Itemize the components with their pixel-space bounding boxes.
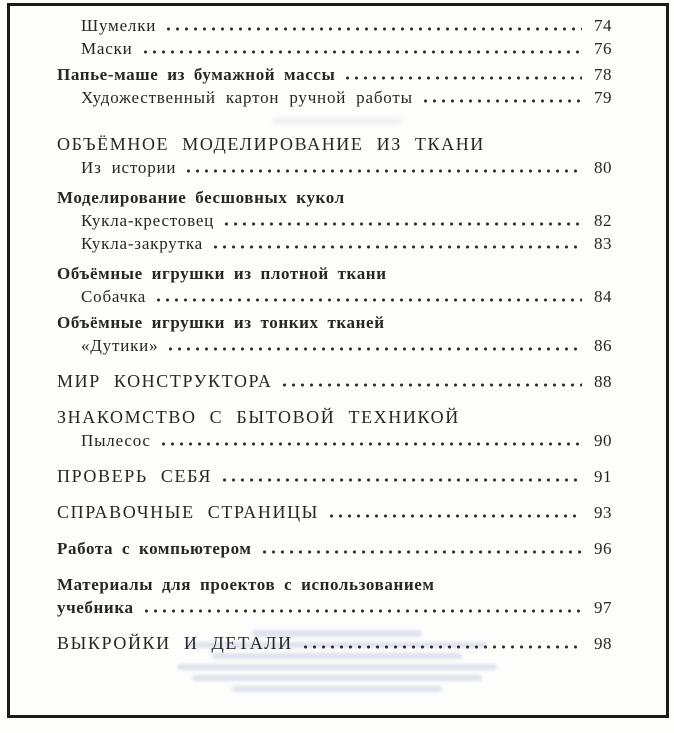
toc-entry <box>57 285 612 308</box>
toc-entry-label: Кукла-закрутка <box>81 234 203 253</box>
toc-entry-page: 82 <box>594 211 612 230</box>
toc-entry <box>57 596 612 619</box>
toc-entry-label: Маски <box>81 39 133 58</box>
dot-leader <box>164 27 582 31</box>
toc-entry-page: 84 <box>594 287 612 306</box>
dot-leader <box>220 478 582 482</box>
toc-entry-page: 86 <box>594 336 612 355</box>
toc-entry-label: Художественный картон ручной работы <box>81 88 413 107</box>
dot-leader <box>343 76 582 80</box>
toc-entry-page: 80 <box>594 158 612 177</box>
toc-entry-label: Объёмные игрушки из плотной ткани <box>57 264 387 283</box>
toc-entry <box>57 86 612 109</box>
toc-entry-page: 83 <box>594 234 612 253</box>
toc-entry <box>57 209 612 232</box>
toc-entry-page: 91 <box>594 467 612 486</box>
toc-entry-page: 74 <box>594 16 612 35</box>
toc-entry-label: ЗНАКОМСТВО С БЫТОВОЙ ТЕХНИКОЙ <box>57 407 460 427</box>
toc-entry-label: Папье-маше из бумажной массы <box>57 65 336 84</box>
toc-entry <box>57 37 612 60</box>
toc-entry <box>57 429 612 452</box>
dot-leader <box>327 514 582 518</box>
toc-entry-label: «Дутики» <box>81 336 159 355</box>
toc-entry <box>57 262 612 285</box>
dot-leader <box>260 550 582 554</box>
toc-entry <box>57 537 612 560</box>
toc-entry <box>57 501 612 524</box>
toc-entry <box>57 232 612 255</box>
toc-entry-page: 76 <box>594 39 612 58</box>
toc-entry-page: 97 <box>594 598 612 617</box>
toc-entry-page: 98 <box>594 634 612 653</box>
toc-entry-page: 88 <box>594 372 612 391</box>
toc-entry-label: ПРОВЕРЬ СЕБЯ <box>57 466 213 486</box>
toc-entry-page: 79 <box>594 88 612 107</box>
dot-leader <box>154 298 582 302</box>
dot-leader <box>159 442 582 446</box>
toc-entry-label: МИР КОНСТРУКТОРА <box>57 371 273 391</box>
toc-entry <box>57 370 612 393</box>
bleed-through-text <box>192 675 482 681</box>
dot-leader <box>301 645 582 649</box>
toc-entry-label: Материалы для проектов с использованием <box>57 575 435 594</box>
dot-leader <box>222 222 582 226</box>
dot-leader <box>421 99 582 103</box>
bleed-through-text <box>232 686 442 692</box>
toc-entry <box>57 311 612 334</box>
toc-entry-page: 90 <box>594 431 612 450</box>
toc-entry-label: Пылесос <box>81 431 151 450</box>
toc-entry-label: Объёмные игрушки из тонких тканей <box>57 313 385 332</box>
toc-entry <box>57 14 612 37</box>
toc-entry <box>57 156 612 179</box>
toc-entry <box>57 632 612 655</box>
dot-leader <box>280 383 582 387</box>
toc-entry-label: ВЫКРОЙКИ И ДЕТАЛИ <box>57 633 293 653</box>
toc-entry-label: СПРАВОЧНЫЕ СТРАНИЦЫ <box>57 502 319 522</box>
toc-entry-page: 93 <box>594 503 612 522</box>
dot-leader <box>142 609 582 613</box>
toc-entry-label: ОБЪЁМНОЕ МОДЕЛИРОВАНИЕ ИЗ ТКАНИ <box>57 134 485 154</box>
toc-entry-label: Кукла-крестовец <box>81 211 215 230</box>
toc-entry <box>57 334 612 357</box>
toc-list <box>57 14 612 655</box>
toc-entry <box>57 573 612 596</box>
dot-leader <box>184 169 582 173</box>
toc-entry-label: Собачка <box>81 287 147 306</box>
dot-leader <box>141 50 582 54</box>
toc-entry-label: Моделирование бесшовных кукол <box>57 188 345 207</box>
toc-entry <box>57 186 612 209</box>
toc-entry-label: учебника <box>57 598 134 617</box>
toc-entry-page: 96 <box>594 539 612 558</box>
toc-entry <box>57 406 612 429</box>
bleed-through-text <box>177 664 497 670</box>
toc-entry <box>57 133 612 156</box>
dot-leader <box>166 347 582 351</box>
toc-entry <box>57 63 612 86</box>
toc-entry-label: Работа с компьютером <box>57 539 252 558</box>
dot-leader <box>211 245 582 249</box>
toc-entry <box>57 465 612 488</box>
toc-entry-label: Из истории <box>81 158 177 177</box>
toc-entry-label: Шумелки <box>81 16 157 35</box>
toc-entry-page: 78 <box>594 65 612 84</box>
